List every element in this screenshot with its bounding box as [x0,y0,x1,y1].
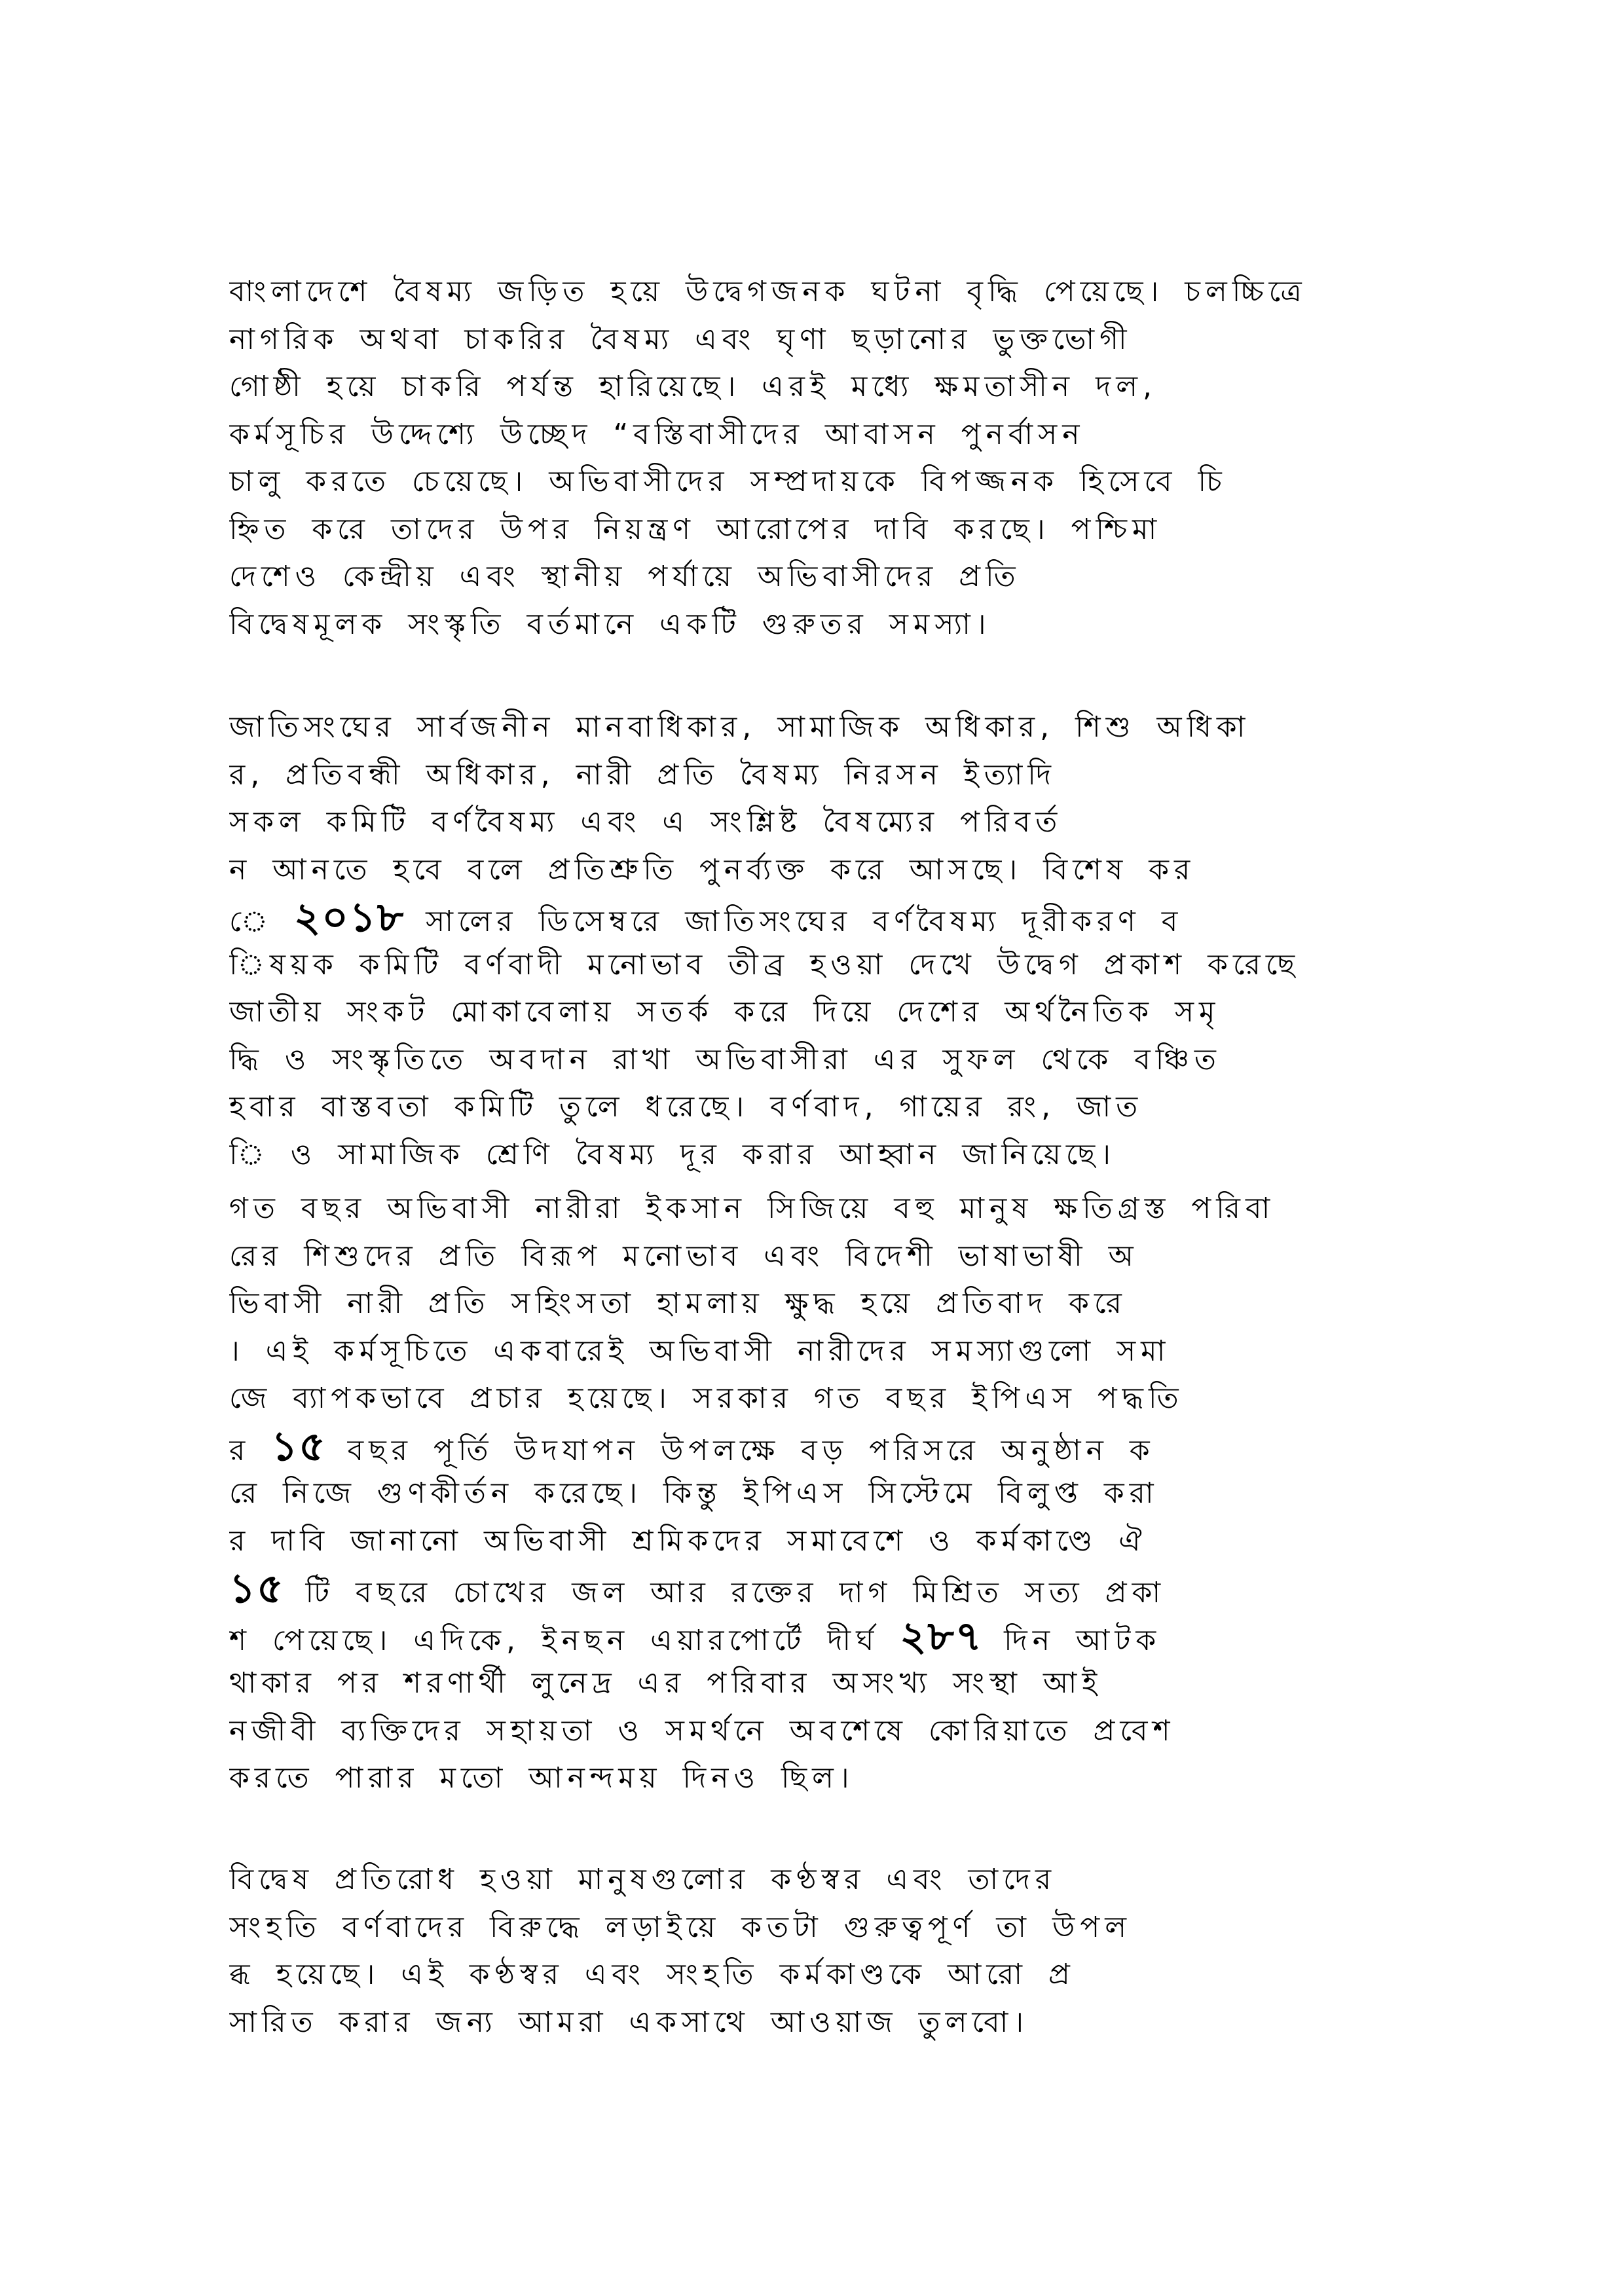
text-line: ে ২০১৮ সালের ডিসেম্বরে জাতিসংঘের বর্ণবৈষম্য দূরীকরণ ব [229,894,1183,941]
text-line: রে নিজে গুণকীর্তন করেছে। কিন্তু ইপিএস সিস্টেমে বিলুপ্ত করা [229,1477,1159,1510]
text-line: সকল কমিটি বর্ণবৈষম্য এবং এ সংশ্লিষ্ট বৈষম্যের পরিবর্ত [229,805,1063,839]
text-line: বিদ্বেষমূলক সংস্কৃতি বর্তমানে একটি গুরুতর সমস্যা। [229,607,991,641]
text-line: জে ব্যাপকভাবে প্রচার হয়েছে। সরকার গত বছর ইপিএস পদ্ধতি [229,1382,1184,1415]
text-line: জাতিসংঘের সার্বজনীন মানবাধিকার, সামাজিক অধিকার, শিশু অধিকা [229,710,1251,744]
text-line: বিদ্বেষ প্রতিরোধ হওয়া মানুষগুলোর কণ্ঠস্বর এবং তাদের [229,1863,1057,1896]
paragraph-2 [229,704,1408,1179]
paragraph-3 [229,1185,1408,1803]
text-line: নাগরিক অথবা চাকরির বৈষম্য এবং ঘৃণা ছড়ানোর ভুক্তভোগী [229,322,1132,356]
text-line: । এই কর্মসূচিতে একবারেই অভিবাসী নারীদের সমস্যাগুলো সমা [229,1334,1171,1368]
text-line: িষয়ক কমিটি বর্ণবাদী মনোভাব তীব্র হওয়া দেখে উদ্বেগ প্রকাশ করেছে [229,947,1301,982]
text-line: গত বছর অভিবাসী নারীরা ইকসান সিজিয়ে বহু মানুষ ক্ষতিগ্রস্ত পরিবা [229,1192,1276,1225]
text-line: দ্ধি ও সংস্কৃতিতে অবদান রাখা অভিবাসীরা এর সুফল থেকে বঞ্চিত [229,1042,1221,1076]
text-line: ১৫ টি বছরে চোখের জল আর রক্তের দাগ মিশ্রিত সত্য প্রকা [229,1565,1166,1612]
text-line: করতে পারার মতো আনন্দময় দিনও ছিল। [229,1761,855,1795]
text-line: হবার বাস্তবতা কমিটি তুলে ধরেছে। বর্ণবাদ, গায়ের রং, জাত [229,1090,1143,1124]
text-line: শ পেয়েছে। এদিকে, ইনছন এয়ারপোর্টে দীর্ঘ ২৮৭ দিন আটক [229,1612,1162,1660]
text-line: ি ও সামাজিক শ্রেণি বৈষম্য দূর করার আহ্বান জানিয়েছে। [229,1137,1116,1171]
text-line: থাকার পর শরণার্থী লুনেদ্র এর পরিবার অসংখ্য সংস্থা আই [229,1666,1103,1700]
text-line: ভিবাসী নারী প্রতি সহিংসতা হামলায় ক্ষুদ্ধ হয়ে প্রতিবাদ করে [229,1287,1127,1320]
text-line: র ১৫ বছর পূর্তি উদযাপন উপলক্ষে বড় পরিসরে অনুষ্ঠান ক [229,1422,1155,1470]
text-line: ন আনতে হবে বলে প্রতিশ্রুতি পুনর্ব্যক্ত করে আসছে। বিশেষ কর [229,853,1196,887]
text-line: চালু করতে চেয়েছে। অভিবাসীদের সম্প্রদায়কে বিপজ্জনক হিসেবে চি [229,465,1227,498]
paragraph-4 [229,1856,1408,2046]
numeral: ২৮৭ [900,1612,984,1660]
text-line: জাতীয় সংকট মোকাবেলায় সতর্ক করে দিয়ে দেশের অর্থনৈতিক সমৃ [229,995,1221,1029]
text-line: হ্নিত করে তাদের উপর নিয়ন্ত্রণ আরোপের দাবি করছে। পশ্চিমা [229,512,1162,546]
text-line: র দাবি জানানো অভিবাসী শ্রমিকদের সমাবেশে ও কর্মকাণ্ডে ঐ [229,1524,1147,1558]
text-line: র, প্রতিবন্ধী অধিকার, নারী প্রতি বৈষম্য নিরসন ইত্যাদি [229,758,1057,792]
numeral: ১৫ [229,1565,285,1612]
text-line: রের শিশুদের প্রতি বিরূপ মনোভাব এবং বিদেশী ভাষাভাষী অ [229,1239,1139,1273]
text-line: দেশেও কেন্দ্রীয় এবং স্থানীয় পর্যায়ে অভিবাসীদের প্রতি [229,560,1021,593]
text-line: সংহতি বর্ণবাদের বিরুদ্ধে লড়াইয়ে কতটা গুরুত্বপূর্ণ তা উপল [229,1910,1132,1944]
numeral: ১৫ [271,1422,327,1470]
paragraph-1 [229,268,1408,648]
text-line: সারিত করার জন্য আমরা একসাথে আওয়াজ তুলবো। [229,2005,1029,2039]
text-line: নজীবী ব্যক্তিদের সহায়তা ও সমর্থনে অবশেষে কোরিয়াতে প্রবেশ [229,1714,1175,1748]
text-line: ব্ধ হয়েছে। এই কণ্ঠস্বর এবং সংহতি কর্মকাণ্ডকে আরো প্র [229,1958,1075,1991]
numeral: ২০১৮ [294,894,405,941]
text-line: গোষ্ঠী হয়ে চাকরি পর্যন্ত হারিয়েছে। এরই মধ্যে ক্ষমতাসীন দল, [229,370,1158,403]
text-line: কর্মসূচির উদ্দেশ্যে উচ্ছেদ “বস্তিবাসীদের আবাসন পুনর্বাসন [229,417,1085,451]
text-line: বাংলাদেশে বৈষম্য জড়িত হয়ে উদ্বেগজনক ঘটনা বৃদ্ধি পেয়েছে। চলচ্চিত্রে [229,275,1307,308]
